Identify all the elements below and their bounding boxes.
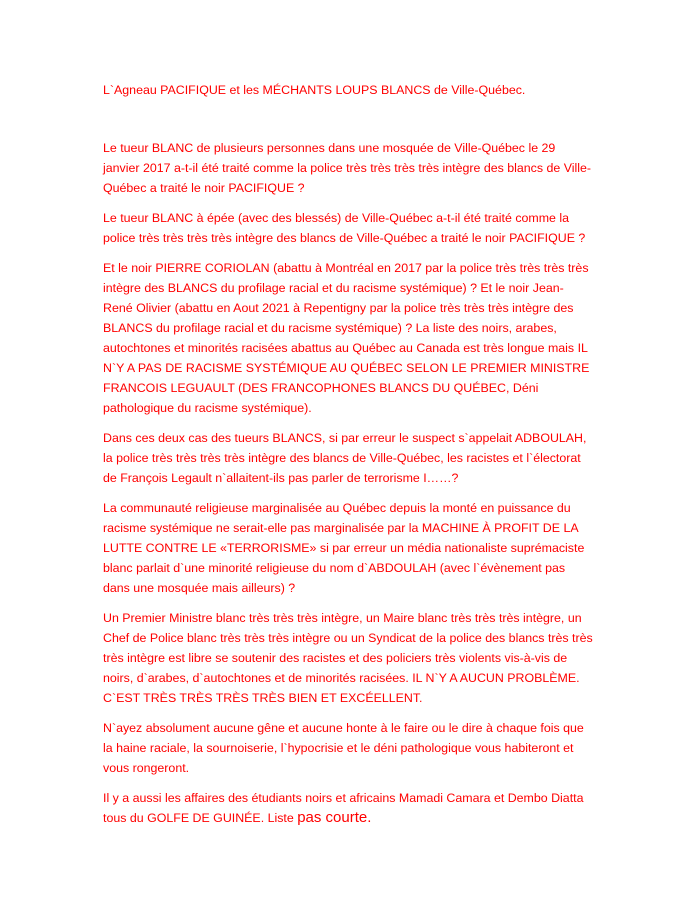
- paragraph-2: Le tueur BLANC à épée (avec des blessés) de Ville-Québec a-t-il été traité comme la police très très très très intègre des blancs de Ville-Québec a traité le noir PACIFIQUE ?: [103, 211, 586, 245]
- document-title: L`Agneau PACIFIQUE et les MÉCHANTS LOUPS BLANCS de Ville-Québec.: [103, 83, 526, 97]
- paragraph-6: Un Premier Ministre blanc très très très intègre, un Maire blanc très très très intègre, un Chef de Police blanc très très très intègre ou un Syndicat de la police des blancs très très très intègre est libre se soutenir des racistes et des policiers très violents vis-à-vis de noirs, d`arabes, d`autochtones et de minorités racisées. IL N`Y A AUCUN PROBLÈME. C`EST TRÈS TRÈS TRÈS TRÈS BIEN ET EXCÉELLENT.: [103, 611, 593, 705]
- paragraph-4: Dans ces deux cas des tueurs BLANCS, si par erreur le suspect s`appelait ADBOULAH, la police très très très très intègre des blancs de Ville-Québec, les racistes et l`électorat de François Legault n`allaitent-ils pas parler de terrorisme I……?: [103, 431, 587, 485]
- paragraph-7: N`ayez absolument aucune gêne et aucune honte à le faire ou le dire à chaque fois que la haine raciale, la sournoiserie, l`hypocrisie et le déni pathologique vous habiteront et vous rongeront.: [103, 721, 584, 775]
- paragraph-8-emphasis: pas courte.: [297, 809, 372, 826]
- paragraph-5: La communauté religieuse marginalisée au Québec depuis la monté en puissance du racisme systémique ne serait-elle pas marginalisée par la MACHINE À PROFIT DE LA LUTTE CONTRE LE «TERRORISME» si par erreur un média nationaliste suprémaciste blanc parlait d`une minorité religieuse du nom d`ABDOULAH (avec l`évènement pas dans une mosquée mais ailleurs) ?: [103, 501, 585, 595]
- document-body: [103, 80, 593, 828]
- paragraph-3: Et le noir PIERRE CORIOLAN (abattu à Montréal en 2017 par la police très très très très intègre des BLANCS du profilage racial et du racisme systémique) ? Et le noir Jean-René Olivier (abattu en Aout 2021 à Repentigny par la police très très très intègre des BLANCS du profilage racial et du racisme systémique) ? La liste des noirs, arabes, autochtones et minorités racisées abattus au Québec au Canada est très longue mais IL N`Y A PAS DE RACISME SYSTÉMIQUE AU QUÉBEC SELON LE PREMIER MINISTRE FRANCOIS LEGUAULT (DES FRANCOPHONES BLANCS DU QUÉBEC, Déni pathologique du racisme systémique).: [103, 261, 590, 415]
- paragraph-1: Le tueur BLANC de plusieurs personnes dans une mosquée de Ville-Québec le 29 janvier 2017 a-t-il été traité comme la police très très très très intègre des blancs de Ville-Québec a traité le noir PACIFIQUE ?: [103, 141, 592, 195]
- paragraph-8: [103, 788, 593, 828]
- paragraph-8-text: Il y a aussi les affaires des étudiants noirs et africains Mamadi Camara et Dembo Diatta tous du GOLFE DE GUINÉE. Liste: [103, 791, 584, 825]
